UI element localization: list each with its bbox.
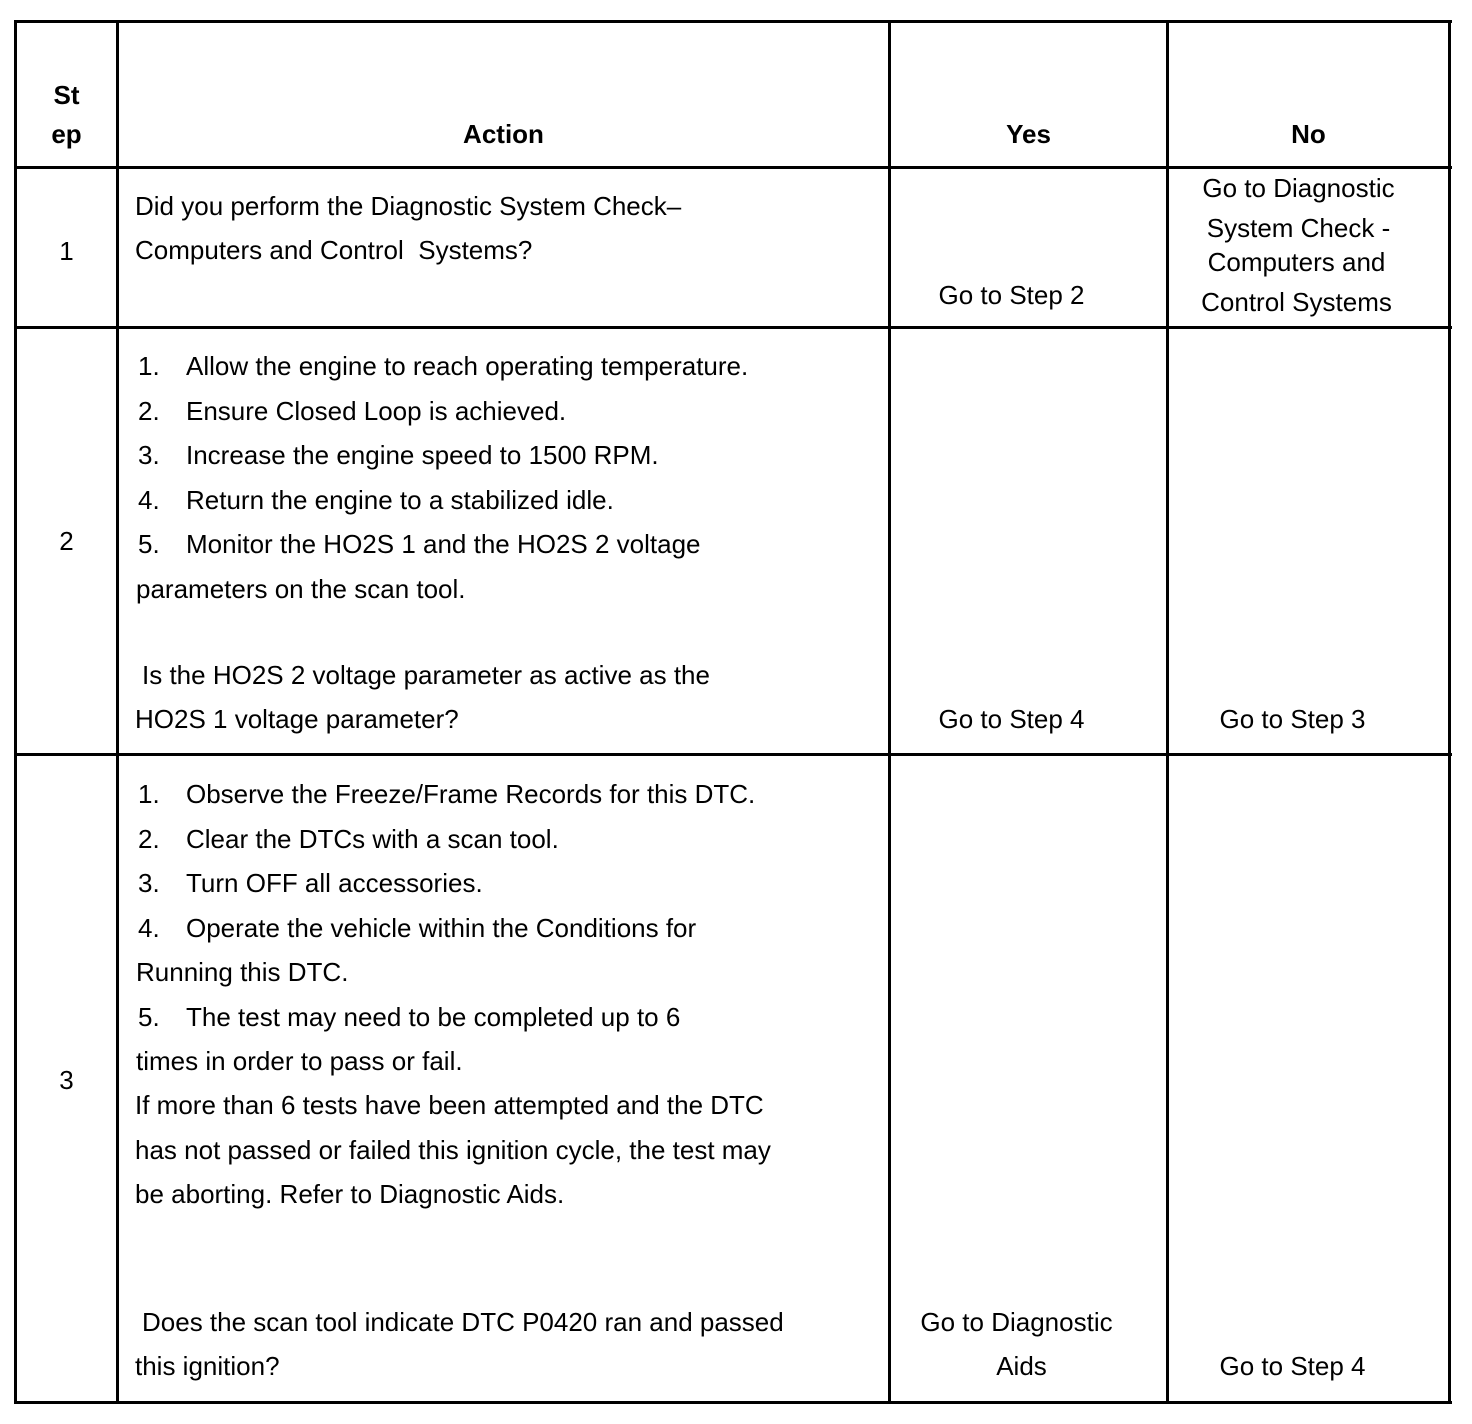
row3-yes-line1[interactable]: Go to Diagnostic	[920, 1307, 1113, 1337]
list-item: 4. Return the engine to a stabilized idle.	[138, 484, 614, 515]
row1-no-line2[interactable]: System Check -	[1206, 213, 1391, 243]
list-item: 1. Allow the engine to reach operating temperature.	[138, 351, 749, 381]
list-item: 2. Ensure Closed Loop is achieved.	[138, 395, 567, 426]
list-item: 5. The test may need to be completed up to 6 times in order to pass or fail.	[136, 1001, 681, 1076]
column-divider-step-action	[116, 20, 119, 1404]
row3-question-line2: this ignition?	[135, 1351, 280, 1381]
header-no: No	[1291, 119, 1326, 149]
table-border-top	[14, 20, 1452, 23]
row1-no-line4[interactable]: Control Systems	[1201, 287, 1392, 317]
row3-note-line3: be aborting. Refer to Diagnostic Aids.	[135, 1179, 565, 1209]
row2-question-line2: HO2S 1 voltage parameter?	[135, 704, 459, 734]
row1-action-line1: Did you perform the Diagnostic System Check–	[135, 191, 682, 221]
table-border-right	[1448, 20, 1451, 1404]
list-item: 4. Operate the vehicle within the Conditions for Running this DTC.	[136, 912, 697, 987]
row1-yes-link[interactable]: Go to Step 2	[938, 280, 1085, 310]
list-item: 2. Clear the DTCs with a scan tool.	[138, 823, 559, 854]
row3-note-line2: has not passed or failed this ignition cycle, the test may	[135, 1135, 771, 1165]
row2-no-link[interactable]: Go to Step 3	[1219, 704, 1366, 734]
step-number-3: 3	[59, 1065, 74, 1095]
row2-yes-link[interactable]: Go to Step 4	[938, 704, 1085, 734]
list-item: 1. Observe the Freeze/Frame Records for this DTC.	[138, 779, 756, 809]
row-divider-1	[14, 326, 1452, 329]
row2-question-line1: Is the HO2S 2 voltage parameter as active as the	[142, 660, 710, 690]
row1-action-line2: Computers and Control Systems?	[135, 235, 533, 265]
header-step-line2: ep	[51, 119, 82, 149]
row3-action-list	[138, 772, 755, 1084]
header-yes: Yes	[1006, 119, 1051, 149]
step-number-1: 1	[59, 236, 74, 266]
row1-no-line3[interactable]: Computers and	[1207, 247, 1386, 277]
header-action: Action	[463, 119, 544, 149]
table-border-bottom	[14, 1401, 1452, 1404]
table-border-left	[14, 20, 17, 1404]
list-item: 3. Increase the engine speed to 1500 RPM.	[138, 440, 659, 470]
row2-action-list	[138, 344, 748, 611]
row3-note-line1: If more than 6 tests have been attempted and the DTC	[135, 1090, 764, 1120]
header-step-line1: St	[53, 80, 80, 110]
list-item: 3. Turn OFF all accessories.	[138, 868, 483, 898]
row3-question-line1: Does the scan tool indicate DTC P0420 ran and passed	[142, 1307, 784, 1337]
row3-no-link[interactable]: Go to Step 4	[1219, 1351, 1366, 1381]
list-item: 5. Monitor the HO2S 1 and the HO2S 2 voltage parameters on the scan tool.	[136, 529, 701, 604]
row3-yes-line2[interactable]: Aids	[996, 1351, 1047, 1381]
step-number-2: 2	[59, 526, 74, 556]
row1-no-line1[interactable]: Go to Diagnostic	[1202, 173, 1395, 203]
row-divider-2	[14, 753, 1452, 756]
